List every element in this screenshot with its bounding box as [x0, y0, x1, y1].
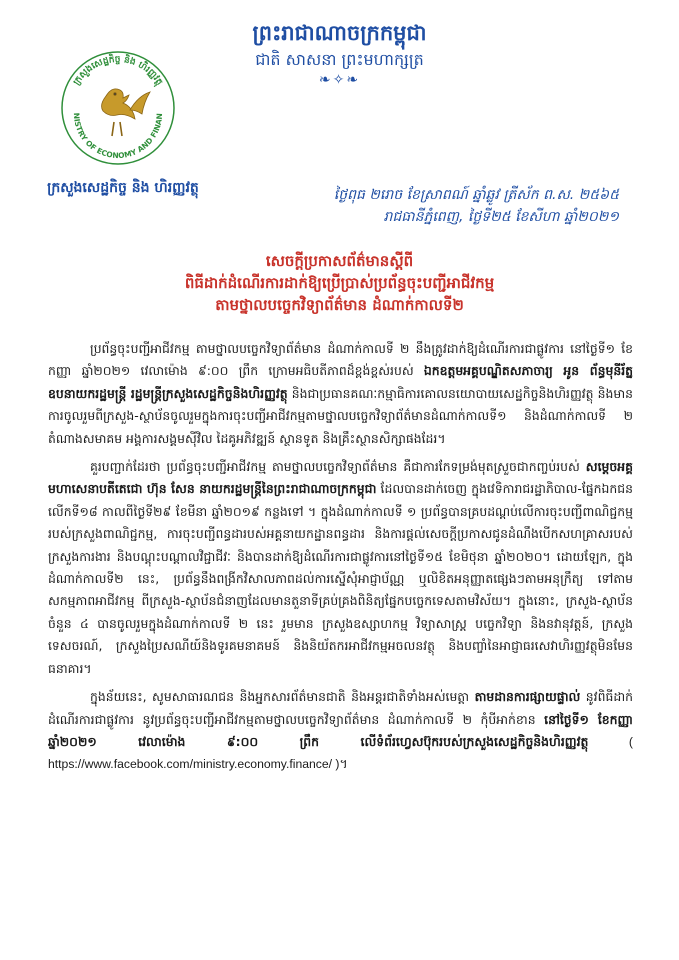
- paragraph-text: ដែលបានដាក់ចេញ ក្នុងវេទិការាជរដ្ឋាភិបាល-ផ្នែកឯកជន លើកទី១៨ កាលពីថ្ងៃទី២៩ ខែមីនា ឆ្នាំ២០១៩ កន្លងទៅ ។ ក្នុងដំណាក់កាលទី ១ ប្រព័ន្ធបានគ្របដណ្តប់លើការចុះបញ្ជីពាណិជ្ជកម្មរបស់ក្រសួងពាណិជ្ជកម្ម, ការចុះបញ្ជីពន្ធដារបស់អគ្គនាយកដ្ឋានពន្ធដារ និងការផ្តល់សេចក្តីប្រកាសជូនដំណឹងបើកសហគ្រាសរបស់ក្រសួងការងារ និងបណ្តុះបណ្តាលវិជ្ជាជីវៈ និងបានដាក់ឱ្យដំណើរការជាផ្លូវការនៅថ្ងៃទី១៥ ខែមិថុនា ឆ្នាំ២០២០។ ដោយឡែក, ក្នុងដំណាក់កាលទី២ នេះ, ប្រព័ន្ធនឹងពង្រីកវិសាលភាពដល់ការស្នើសុំអាជ្ញាប័ណ្ណ ឬលិខិតអនុញ្ញាតផ្សេងៗតាមអនុក្រឹត្យ ទៅតាមសកម្មភាពអាជីវកម្ម ពីក្រសួង-ស្ថាប័នជំនាញដែលមានតួនាទីគ្រប់គ្រងពិនិត្យផ្នែកបច្ចេកទេសតាមវិស័យ។ ក្នុងនោះ, ក្រសួង-ស្ថាប័នចំនួន ៤ បានចូលរួមក្នុងដំណាក់កាលទី ២ នេះ រួមមាន ក្រសួងឧស្សាហកម្ម វិទ្យាសាស្ត្រ បច្ចេកវិទ្យា និងនវានុវត្តន៍, ក្រសួងទេសចរណ៍, ក្រសួងប្រៃសណីយ៍និងទូរគមនាគមន៍ និងនិយ័តករអាជីវកម្មអចលនវត្ថុ និងបញ្ចាំនៃអាជ្ញាធរសេវាហិរញ្ញវត្ថុមិនមែនធនាគារ។: [48, 481, 633, 676]
- paragraph-text: ក្នុងន័យនេះ, សូមសាធារណជន និងអ្នកសារព័ត៌មានជាតិ និងអន្តរជាតិទាំងអស់មេត្តា: [90, 689, 475, 705]
- kingdom-title: ព្រះរាជាណាចក្រកម្ពុជា: [252, 20, 427, 45]
- ministry-name: ក្រសួងសេដ្ឋកិច្ច និង ហិរញ្ញវត្ថុ: [47, 180, 199, 196]
- paragraph-text: នូវពិធីដាក់ដំណើរការជាផ្លូវការ នូវប្រព័ន្ធចុះបញ្ជីអាជីវកម្មតាមថ្នាលបច្ចេកវិទ្យាព័ត៌មាន ដំណាក់កាលទី ២ កុំបីអាក់ខាន: [48, 689, 633, 727]
- title-line-3: តាមថ្នាលបច្ចេកវិទ្យាព័ត៌មាន ដំណាក់កាលទី២: [215, 296, 464, 314]
- press-release-title: [0, 250, 679, 316]
- official-name: ឯកឧត្តមអគ្គបណ្ឌិតសភាចារ្យ អូន ព័ន្ធមុនីរ័ត្ន ឧបនាយករដ្ឋមន្ត្រី រដ្ឋមន្ត្រីក្រសួងសេដ្ឋកិច្ចនិងហិរញ្ញវត្ថុ: [48, 363, 634, 401]
- title-line-1: សេចក្ដីប្រកាសព័ត៌មានស្តីពី: [265, 252, 414, 270]
- press-release-body: [48, 338, 633, 782]
- facebook-url-link[interactable]: ( https://www.facebook.com/ministry.economy.finance/ ): [48, 734, 633, 772]
- paragraph-text: និងជាប្រធានគណៈកម្មាធិការគោលនយោបាយសេដ្ឋកិច្ចនិងហិរញ្ញវត្ថុ និងមានការចូលរួមពីក្រសួង-ស្ថាប័នចូលរួមក្នុងការចុះបញ្ជីអាជីវកម្មតាមថ្នាលបច្ចេកវិទ្យាព័ត៌មានដំណាក់កាលទី១ និងដំណាក់កាលទី ២ តំណាងសមាគម អង្គការសង្គមស៊ីវិល ដៃគូអភិវឌ្ឍន៍ ស្ថានទូត និងគ្រឹះស្ថានសិក្សាផងដែរ។: [48, 385, 633, 446]
- live-stream-note: តាមដានការផ្សាយផ្ទាល់: [474, 689, 581, 705]
- ornament-divider: ❧✧❧: [318, 72, 361, 88]
- paragraph-3: [48, 686, 633, 776]
- paragraph-end: ។: [339, 756, 348, 772]
- solar-date: រាជធានីភ្នំពេញ, ថ្ងៃទី២៥ ខែសីហា ឆ្នាំ២០២១: [383, 209, 619, 225]
- paragraph-text: គួរបញ្ជាក់ដែរថា ប្រព័ន្ធចុះបញ្ជីអាជីវកម្ម តាមថ្នាលបច្ចេកវិទ្យាព័ត៌មាន គឺជាការកែទម្រង់មុតស្រួចជាកញ្ចប់របស់: [90, 459, 586, 475]
- paragraph-text: ប្រព័ន្ធចុះបញ្ជីអាជីវកម្ម តាមថ្នាលបច្ចេកវិទ្យាព័ត៌មាន ដំណាក់កាលទី ២ នឹងត្រូវដាក់ឱ្យដំណើរការជាផ្លូវការ នៅថ្ងៃទី១ ខែកញ្ញា ឆ្នាំ២០២១ វេលាម៉ោង ៩:០០ ព្រឹក ក្រោមអធិបតីភាពដ៏ខ្ពង់ខ្ពស់របស់: [48, 341, 633, 379]
- ministry-logo: [58, 48, 178, 168]
- date-block: [334, 184, 619, 228]
- logo-ring-en: NISTRY OF ECONOMY AND FINAN: [71, 112, 165, 161]
- svg-text:ក្រសួងសេដ្ឋកិច្ច និង ហិរញ្ញវត្: [72, 53, 164, 88]
- ministry-emblem-icon: [58, 48, 178, 168]
- logo-ring-kh: ក្រសួងសេដ្ឋកិច្ច និង ហិរញ្ញវត្ថុ: [71, 54, 165, 88]
- national-motto: ជាតិ សាសនា ព្រះមហាក្សត្រ: [255, 50, 424, 69]
- paragraph-2: [48, 456, 633, 680]
- event-time: នៅថ្ងៃទី១ ខែកញ្ញា ឆ្នាំ២០២១ វេលាម៉ោង ៩:០០ ព្រឹក លើទំព័រហ្វេសប៊ុករបស់ក្រសួងសេដ្ឋកិច្ចនិងហិរញ្ញវត្ថុ: [48, 711, 633, 749]
- title-line-2: ពិធីដាក់ដំណើរការដាក់ឱ្យប្រើប្រាស់ប្រព័ន្ធចុះបញ្ជីអាជីវកម្ម: [184, 274, 495, 292]
- prime-minister-name: សម្តេចអគ្គមហាសេនាបតីតេជោ ហ៊ុន សែន នាយករដ្ឋមន្ត្រីនៃព្រះរាជាណាចក្រកម្ពុជា: [48, 459, 633, 497]
- paragraph-1: [48, 338, 633, 450]
- lunar-date: ថ្ងៃពុធ ២រោច ខែស្រាពណ៍ ឆ្នាំឆ្លូវ ត្រីស័ក ព.ស. ២៥៦៥: [333, 187, 619, 203]
